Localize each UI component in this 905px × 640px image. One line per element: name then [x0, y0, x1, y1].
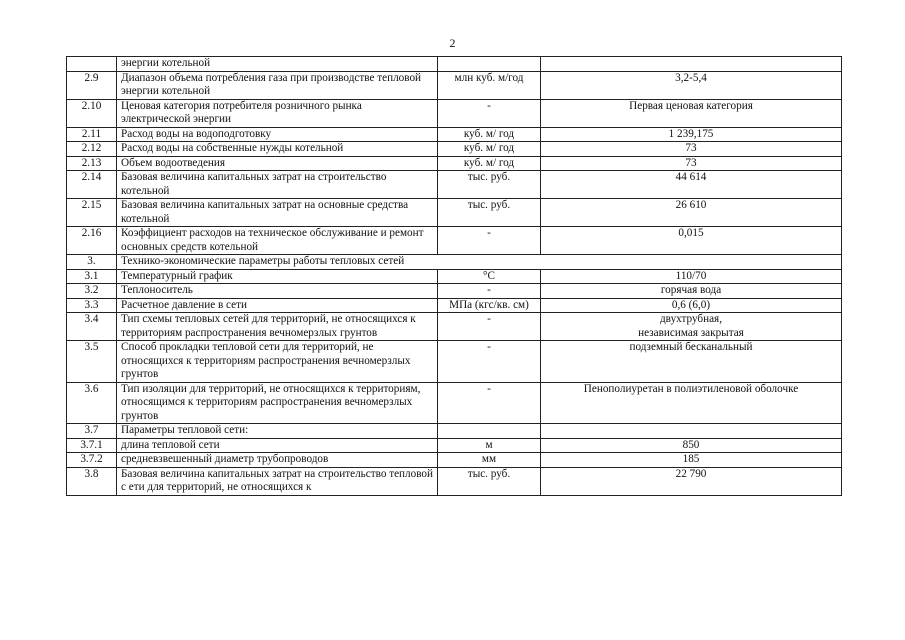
- parameter-name: Теплоноситель: [117, 284, 438, 299]
- parameter-value: 0,6 (6,0): [541, 298, 842, 313]
- unit-of-measure: тыс. руб.: [438, 199, 541, 227]
- parameters-table: [66, 56, 842, 496]
- parameter-name: Температурный график: [117, 269, 438, 284]
- parameter-name: Базовая величина капитальных затрат на основные средства котельной: [117, 199, 438, 227]
- unit-of-measure: [438, 57, 541, 72]
- table-row: [67, 171, 842, 199]
- parameter-name: Ценовая категория потребителя розничного рынка электрической энергии: [117, 99, 438, 127]
- table-row: [67, 227, 842, 255]
- parameter-value: [541, 424, 842, 439]
- unit-of-measure: куб. м/ год: [438, 142, 541, 157]
- parameter-name: Параметры тепловой сети:: [117, 424, 438, 439]
- table-row: [67, 199, 842, 227]
- row-number: 3.1: [67, 269, 117, 284]
- row-number: 3.4: [67, 313, 117, 341]
- table-row: [67, 142, 842, 157]
- parameter-value: двухтрубная, независимая закрытая: [541, 313, 842, 341]
- row-number: 2.11: [67, 127, 117, 142]
- parameter-name: Расчетное давление в сети: [117, 298, 438, 313]
- parameter-value: 1 239,175: [541, 127, 842, 142]
- table-row: [67, 269, 842, 284]
- parameter-value: 0,015: [541, 227, 842, 255]
- unit-of-measure: млн куб. м/год: [438, 71, 541, 99]
- parameter-name: Базовая величина капитальных затрат на строительство тепловой с ети для территорий, не относящихся к: [117, 467, 438, 495]
- parameter-value: 44 614: [541, 171, 842, 199]
- unit-of-measure: -: [438, 341, 541, 383]
- row-number: 2.16: [67, 227, 117, 255]
- unit-of-measure: [438, 424, 541, 439]
- parameter-value: подземный бесканальный: [541, 341, 842, 383]
- table-row: [67, 57, 842, 72]
- unit-of-measure: тыс. руб.: [438, 171, 541, 199]
- unit-of-measure: куб. м/ год: [438, 127, 541, 142]
- row-number: 2.14: [67, 171, 117, 199]
- parameter-name: длина тепловой сети: [117, 438, 438, 453]
- parameter-name: Коэффициент расходов на техническое обслуживание и ремонт основных средств котельной: [117, 227, 438, 255]
- unit-of-measure: м: [438, 438, 541, 453]
- parameter-value: 22 790: [541, 467, 842, 495]
- row-number: 2.15: [67, 199, 117, 227]
- unit-of-measure: -: [438, 284, 541, 299]
- table-row: [67, 99, 842, 127]
- row-number: 3.5: [67, 341, 117, 383]
- table-row: [67, 255, 842, 270]
- parameter-value: 110/70: [541, 269, 842, 284]
- table-row: [67, 467, 842, 495]
- parameter-value: [541, 57, 842, 72]
- section-title: Технико-экономические параметры работы тепловых сетей: [117, 255, 842, 270]
- table-row: [67, 424, 842, 439]
- unit-of-measure: МПа (кгс/кв. см): [438, 298, 541, 313]
- row-number: 3.7: [67, 424, 117, 439]
- parameter-name: Базовая величина капитальных затрат на строительство котельной: [117, 171, 438, 199]
- page-number: 2: [449, 36, 456, 50]
- parameter-value: 3,2-5,4: [541, 71, 842, 99]
- row-number: 3.7.1: [67, 438, 117, 453]
- row-number: 3.3: [67, 298, 117, 313]
- table-row: [67, 298, 842, 313]
- parameter-name: Расход воды на собственные нужды котельной: [117, 142, 438, 157]
- row-number: 3.7.2: [67, 453, 117, 468]
- row-number: 2.13: [67, 156, 117, 171]
- table-row: [67, 382, 842, 424]
- parameter-name: Тип изоляции для территорий, не относящихся к территориям, относящимся к территориям распространения вечномерзлых грунтов: [117, 382, 438, 424]
- unit-of-measure: куб. м/ год: [438, 156, 541, 171]
- table-row: [67, 453, 842, 468]
- parameter-name: Диапазон объема потребления газа при производстве тепловой энергии котельной: [117, 71, 438, 99]
- table-row: [67, 156, 842, 171]
- row-number: [67, 57, 117, 72]
- unit-of-measure: -: [438, 99, 541, 127]
- table-row: [67, 341, 842, 383]
- parameters-table-body: [67, 57, 842, 496]
- table-row: [67, 313, 842, 341]
- table-row: [67, 284, 842, 299]
- unit-of-measure: °С: [438, 269, 541, 284]
- unit-of-measure: -: [438, 382, 541, 424]
- row-number: 3.6: [67, 382, 117, 424]
- table-row: [67, 127, 842, 142]
- unit-of-measure: -: [438, 313, 541, 341]
- parameter-name: средневзвешенный диаметр трубопроводов: [117, 453, 438, 468]
- parameter-name: Тип схемы тепловых сетей для территорий, не относящихся к территориям распространения вечномерзлых грунтов: [117, 313, 438, 341]
- parameter-value: Пенополиуретан в полиэтиленовой оболочке: [541, 382, 842, 424]
- row-number: 3.2: [67, 284, 117, 299]
- row-number: 3.: [67, 255, 117, 270]
- parameter-value: 26 610: [541, 199, 842, 227]
- parameter-name: Способ прокладки тепловой сети для территорий, не относящихся к территориям распространения вечномерзлых грунтов: [117, 341, 438, 383]
- row-number: 2.9: [67, 71, 117, 99]
- parameter-value: Первая ценовая категория: [541, 99, 842, 127]
- parameter-value: 73: [541, 142, 842, 157]
- parameter-value: 73: [541, 156, 842, 171]
- table-row: [67, 438, 842, 453]
- table-row: [67, 71, 842, 99]
- unit-of-measure: тыс. руб.: [438, 467, 541, 495]
- parameter-value: 185: [541, 453, 842, 468]
- parameter-value: горячая вода: [541, 284, 842, 299]
- parameter-name: Расход воды на водоподготовку: [117, 127, 438, 142]
- row-number: 2.12: [67, 142, 117, 157]
- parameter-name: энергии котельной: [117, 57, 438, 72]
- row-number: 2.10: [67, 99, 117, 127]
- unit-of-measure: -: [438, 227, 541, 255]
- row-number: 3.8: [67, 467, 117, 495]
- parameter-name: Объем водоотведения: [117, 156, 438, 171]
- parameter-value: 850: [541, 438, 842, 453]
- unit-of-measure: мм: [438, 453, 541, 468]
